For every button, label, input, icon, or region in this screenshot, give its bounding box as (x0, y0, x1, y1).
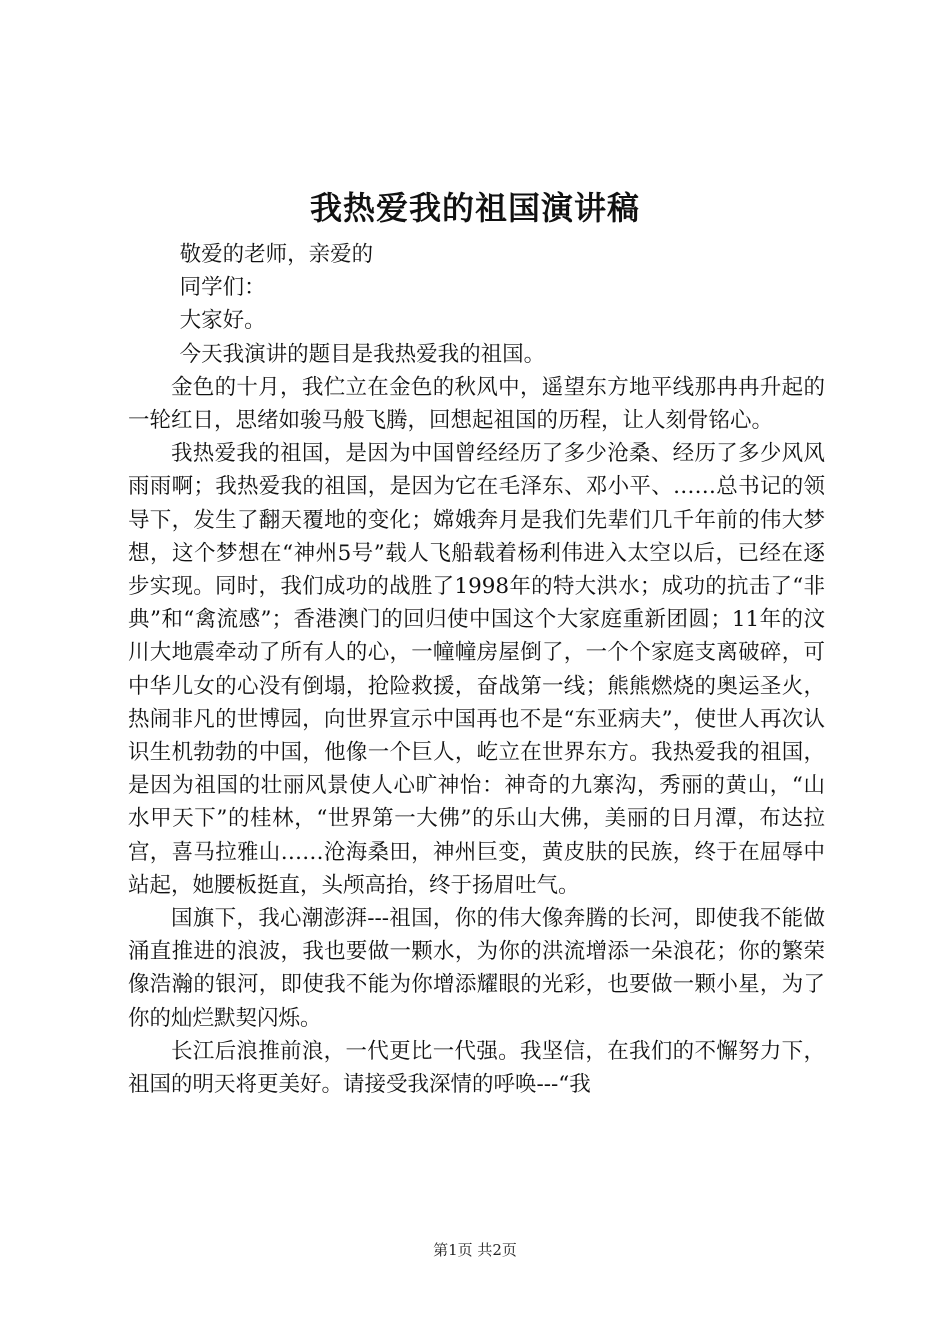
paragraph-national-flag: 国旗下，我心潮澎湃---祖国，你的伟大像奔腾的长河，即使我不能做涌直推进的浪波，我也要做一颗水，为你的洪流增添一朵浪花；你的繁荣像浩瀚的银河，即使我不能为你增添耀眼的光彩，也要做一颗小星，为了你的灿烂默契闪烁。 (128, 906, 825, 1031)
greeting-line-1: 敬爱的老师，亲爱的 (179, 242, 374, 267)
greeting-line-3: 大家好。 (179, 308, 266, 334)
page-number: 第1页 共2页 (433, 1241, 517, 1259)
greeting-line-2: 同学们： (179, 275, 266, 301)
paragraph-golden-october: 金色的十月，我伫立在金色的秋风中，遥望东方地平线那冉冉升起的一轮红日，思绪如骏马般飞腾，回想起祖国的历程，让人刻骨铭心。 (128, 374, 825, 434)
document-body (128, 238, 825, 1101)
topic-line: 今天我演讲的题目是我热爱我的祖国。 (179, 341, 546, 367)
document-title: 我热爱我的祖国演讲稿 (309, 189, 640, 227)
paragraph-love-motherland: 我热爱我的祖国，是因为中国曾经经历了多少沧桑、经历了多少风风雨雨啊；我热爱我的祖国，是因为它在毛泽东、邓小平、……总书记的领导下，发生了翻天覆地的变化；嫦娥奔月是我们先辈们几千年前的伟大梦想，这个梦想在“神州5号”载人飞船载着杨利伟进入太空以后，已经在逐步实现。同时，我们成功的战胜了1998年的特大洪水；成功的抗击了“非典”和“禽流感”；香港澳门的回归使中国这个大家庭重新团圆；11年的汶川大地震牵动了所有人的心，一幢幢房屋倒了，一个个家庭支离破碎，可中华儿女的心没有倒塌，抢险救援，奋战第一线；熊熊燃烧的奥运圣火，热闹非凡的世博园，向世界宣示中国再也不是“东亚病夫”，使世人再次认识生机勃勃的中国，他像一个巨人，屹立在世界东方。我热爱我的祖国，是因为祖国的壮丽风景使人心旷神怡：神奇的九寨沟，秀丽的黄山，“山水甲天下”的桂林，“世界第一大佛”的乐山大佛，美丽的日月潭，布达拉宫，喜马拉雅山……沧海桑田，神州巨变，黄皮肤的民族，终于在屈辱中站起，她腰板挺直，头颅高抬，终于扬眉吐气。 (128, 441, 825, 898)
paragraph-yangtze: 长江后浪推前浪，一代更比一代强。我坚信，在我们的不懈努力下，祖国的明天将更美好。请接受我深情的呼唤---“我 (128, 1038, 825, 1098)
